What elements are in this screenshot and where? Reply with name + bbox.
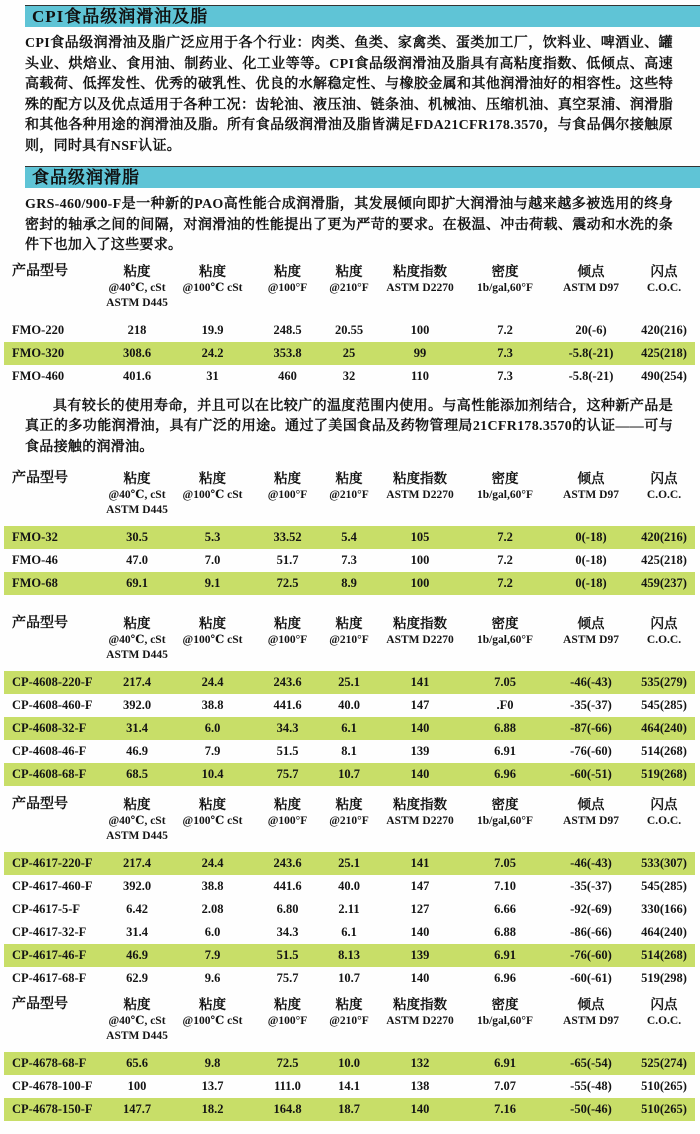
column-header: 粘度 @100℃ cSt bbox=[182, 263, 243, 294]
table-row bbox=[4, 898, 695, 921]
column-header: 倾点 ASTM D97 bbox=[563, 797, 619, 827]
section-title-oils-text: CPI食品级润滑油及脂 bbox=[32, 7, 209, 26]
value-cell: 7.05 bbox=[494, 856, 516, 870]
value-cell: 510(265) bbox=[641, 1079, 687, 1093]
spec-table-cp-4617 bbox=[4, 796, 695, 990]
value-cell: 33.52 bbox=[273, 530, 302, 544]
value-cell: 7.2 bbox=[497, 322, 513, 337]
value-cell: -5.8(-21) bbox=[568, 368, 614, 383]
value-cell: 6.96 bbox=[494, 767, 516, 781]
value-cell: 243.6 bbox=[273, 856, 302, 870]
column-header: 粘度 @40℃, cSt ASTM D445 bbox=[106, 616, 168, 661]
spec-table-cp-4678 bbox=[4, 996, 695, 1121]
value-cell: 6.91 bbox=[494, 948, 516, 962]
value-cell: 545(285) bbox=[641, 698, 687, 712]
value-cell: 2.11 bbox=[338, 902, 360, 916]
value-cell: 141 bbox=[410, 856, 430, 870]
value-cell: 40.0 bbox=[338, 698, 360, 712]
value-cell: 5.4 bbox=[341, 530, 357, 544]
table-row bbox=[4, 549, 695, 572]
column-header: 倾点 ASTM D97 bbox=[563, 471, 619, 501]
value-cell: 6.88 bbox=[494, 925, 516, 939]
product-model-cell: CP-4608-46-F bbox=[12, 744, 87, 758]
value-cell: 24.4 bbox=[201, 675, 224, 689]
column-header: 倾点 ASTM D97 bbox=[563, 616, 619, 646]
value-cell: 401.6 bbox=[122, 368, 152, 383]
value-cell: -65(-54) bbox=[570, 1056, 612, 1070]
value-cell: 533(307) bbox=[641, 856, 687, 870]
product-model-cell: CP-4608-68-F bbox=[12, 767, 87, 781]
value-cell: 105 bbox=[410, 530, 430, 544]
column-header: 粘度 @100℃ cSt bbox=[182, 997, 243, 1027]
value-cell: 8.1 bbox=[341, 744, 357, 758]
value-cell: 127 bbox=[410, 902, 430, 916]
value-cell: 248.5 bbox=[273, 322, 302, 337]
value-cell: 0(-18) bbox=[575, 530, 607, 544]
value-cell: 353.8 bbox=[273, 345, 302, 360]
product-model-cell: CP-4617-5-F bbox=[12, 902, 81, 916]
value-cell: 7.9 bbox=[204, 948, 221, 962]
column-header: 闪点 C.O.C. bbox=[646, 263, 682, 294]
value-cell: 99 bbox=[413, 345, 427, 360]
column-header: 倾点 ASTM D97 bbox=[563, 263, 619, 294]
column-header: 粘度 @40℃, cSt ASTM D445 bbox=[106, 797, 168, 842]
column-header: 粘度指数 ASTM D2270 bbox=[386, 263, 454, 294]
value-cell: 6.80 bbox=[276, 902, 299, 916]
value-cell: 9.8 bbox=[204, 1056, 221, 1070]
value-cell: -35(-37) bbox=[570, 879, 612, 893]
value-cell: 34.3 bbox=[276, 925, 299, 939]
table-row bbox=[4, 342, 695, 365]
value-cell: 330(166) bbox=[641, 902, 687, 916]
value-cell: 9.1 bbox=[204, 576, 221, 590]
column-header: 闪点 C.O.C. bbox=[646, 616, 682, 646]
value-cell: 7.9 bbox=[204, 744, 221, 758]
value-cell: 141 bbox=[410, 675, 430, 689]
value-cell: 100 bbox=[410, 553, 430, 567]
value-cell: 20(-6) bbox=[575, 322, 607, 337]
value-cell: 218 bbox=[127, 322, 147, 337]
value-cell: -60(-51) bbox=[570, 767, 612, 781]
value-cell: 392.0 bbox=[122, 698, 152, 712]
value-cell: 464(240) bbox=[641, 721, 687, 735]
value-cell: 514(268) bbox=[641, 744, 687, 758]
value-cell: 132 bbox=[410, 1056, 430, 1070]
table-header-row bbox=[4, 615, 695, 663]
table-row bbox=[4, 921, 695, 944]
product-model-cell: CP-4608-32-F bbox=[12, 721, 87, 735]
column-header: 粘度 @100°F bbox=[267, 263, 308, 294]
value-cell: 24.4 bbox=[201, 856, 224, 870]
value-cell: 68.5 bbox=[126, 767, 148, 781]
value-cell: 519(298) bbox=[641, 971, 687, 985]
value-cell: 8.13 bbox=[338, 948, 360, 962]
column-header: 粘度 @210°F bbox=[329, 263, 369, 294]
value-cell: 490(254) bbox=[641, 368, 687, 383]
value-cell: 7.10 bbox=[494, 879, 516, 893]
value-cell: 425(218) bbox=[641, 345, 687, 360]
value-cell: -92(-69) bbox=[570, 902, 612, 916]
column-header: 粘度指数 ASTM D2270 bbox=[386, 797, 454, 827]
table-header-row bbox=[4, 996, 695, 1044]
value-cell: 535(279) bbox=[641, 675, 687, 689]
column-header-product: 产品型号 bbox=[12, 616, 68, 631]
value-cell: 10.0 bbox=[338, 1056, 360, 1070]
table-row bbox=[4, 740, 695, 763]
value-cell: -5.8(-21) bbox=[568, 345, 614, 360]
value-cell: 147 bbox=[410, 879, 430, 893]
value-cell: 65.6 bbox=[126, 1056, 148, 1070]
value-cell: 6.88 bbox=[494, 721, 516, 735]
spec-table-cp-4608 bbox=[4, 615, 695, 786]
column-header: 闪点 C.O.C. bbox=[646, 471, 682, 501]
value-cell: 7.3 bbox=[497, 368, 513, 383]
product-model-cell: FMO-220 bbox=[12, 322, 65, 337]
product-model-cell: CP-4617-220-F bbox=[12, 856, 93, 870]
value-cell: 139 bbox=[410, 948, 430, 962]
value-cell: 425(218) bbox=[641, 553, 687, 567]
column-header: 粘度 @210°F bbox=[329, 616, 369, 646]
value-cell: 525(274) bbox=[641, 1056, 687, 1070]
table-row bbox=[4, 1052, 695, 1075]
value-cell: 72.5 bbox=[276, 1056, 299, 1070]
table-row bbox=[4, 717, 695, 740]
value-cell: 31 bbox=[206, 368, 219, 383]
value-cell: 25.1 bbox=[338, 675, 360, 689]
value-cell: 2.08 bbox=[201, 902, 224, 916]
value-cell: 6.0 bbox=[204, 925, 221, 939]
table-row bbox=[4, 572, 695, 595]
value-cell: 7.05 bbox=[494, 675, 516, 689]
column-header: 粘度 @100℃ cSt bbox=[182, 616, 243, 646]
value-cell: 40.0 bbox=[338, 879, 360, 893]
grease-intro-paragraph: GRS-460/900-F是一种新的PAO高性能合成润滑脂，其发展倾向即扩大润滑油与越来越多被选用的终身密封的轴承之间的间隔，对润滑油的性能提出了更为严苛的要求。在极温、冲击荷载、震动和水洗的条件下也加入了这些要求。 bbox=[25, 197, 673, 253]
column-header: 倾点 ASTM D97 bbox=[563, 997, 619, 1027]
value-cell: 100 bbox=[410, 576, 430, 590]
value-cell: 8.9 bbox=[341, 576, 357, 590]
value-cell: 38.8 bbox=[201, 698, 224, 712]
product-model-cell: CP-4608-220-F bbox=[12, 675, 93, 689]
section-title-oils bbox=[25, 5, 700, 27]
value-cell: 47.0 bbox=[126, 553, 148, 567]
product-model-cell: CP-4678-68-F bbox=[12, 1056, 87, 1070]
column-header: 密度 1b/gal,60°F bbox=[476, 263, 534, 294]
value-cell: 100 bbox=[127, 1079, 147, 1093]
value-cell: 164.8 bbox=[273, 1102, 302, 1116]
column-header: 粘度指数 ASTM D2270 bbox=[386, 471, 454, 501]
value-cell: 72.5 bbox=[276, 576, 299, 590]
value-cell: 31.4 bbox=[126, 925, 148, 939]
value-cell: 420(216) bbox=[641, 322, 687, 337]
value-cell: 24.2 bbox=[201, 345, 224, 360]
column-header: 粘度 @210°F bbox=[329, 797, 369, 827]
value-cell: 459(237) bbox=[641, 576, 687, 590]
value-cell: 0(-18) bbox=[575, 553, 607, 567]
value-cell: .F0 bbox=[496, 698, 514, 712]
value-cell: 46.9 bbox=[126, 948, 148, 962]
value-cell: -76(-60) bbox=[570, 948, 612, 962]
value-cell: 6.96 bbox=[494, 971, 516, 985]
column-header: 闪点 C.O.C. bbox=[646, 997, 682, 1027]
product-model-cell: CP-4678-100-F bbox=[12, 1079, 93, 1093]
table-row bbox=[4, 526, 695, 549]
value-cell: 6.1 bbox=[341, 925, 357, 939]
value-cell: 441.6 bbox=[273, 698, 302, 712]
value-cell: 51.5 bbox=[276, 744, 299, 758]
value-cell: 7.0 bbox=[204, 553, 221, 567]
table-row bbox=[4, 852, 695, 875]
product-model-cell: CP-4608-460-F bbox=[12, 698, 93, 712]
value-cell: 75.7 bbox=[276, 767, 299, 781]
value-cell: 140 bbox=[410, 971, 430, 985]
value-cell: 6.91 bbox=[494, 1056, 516, 1070]
value-cell: 6.1 bbox=[341, 721, 357, 735]
value-cell: 138 bbox=[410, 1079, 430, 1093]
value-cell: -50(-46) bbox=[570, 1102, 612, 1116]
table-header-row bbox=[4, 470, 695, 518]
value-cell: 6.0 bbox=[204, 721, 221, 735]
value-cell: 510(265) bbox=[641, 1102, 687, 1116]
value-cell: -76(-60) bbox=[570, 744, 612, 758]
column-header-product: 产品型号 bbox=[12, 471, 68, 486]
value-cell: 62.9 bbox=[126, 971, 148, 985]
value-cell: 217.4 bbox=[122, 856, 152, 870]
value-cell: 10.7 bbox=[338, 767, 360, 781]
value-cell: 51.7 bbox=[276, 553, 299, 567]
value-cell: 7.07 bbox=[494, 1079, 516, 1093]
column-header: 闪点 C.O.C. bbox=[646, 797, 682, 827]
value-cell: 7.2 bbox=[497, 553, 513, 567]
table-header-row bbox=[4, 796, 695, 844]
column-header: 密度 1b/gal,60°F bbox=[476, 471, 534, 501]
column-header: 粘度 @100°F bbox=[267, 797, 308, 827]
value-cell: 243.6 bbox=[273, 675, 302, 689]
table-row bbox=[4, 763, 695, 786]
value-cell: 100 bbox=[410, 322, 430, 337]
value-cell: 10.7 bbox=[338, 971, 360, 985]
value-cell: -87(-66) bbox=[570, 721, 612, 735]
value-cell: 6.66 bbox=[494, 902, 516, 916]
section-title-grease-text: 食品级润滑脂 bbox=[32, 168, 140, 187]
table-header-row bbox=[4, 263, 695, 311]
table-row bbox=[4, 694, 695, 717]
column-header: 密度 1b/gal,60°F bbox=[476, 616, 534, 646]
table-row bbox=[4, 319, 695, 342]
column-header: 粘度 @100°F bbox=[267, 471, 308, 501]
value-cell: 14.1 bbox=[338, 1079, 360, 1093]
product-model-cell: FMO-32 bbox=[12, 530, 58, 544]
value-cell: -86(-66) bbox=[570, 925, 612, 939]
table-row bbox=[4, 671, 695, 694]
value-cell: 46.9 bbox=[126, 744, 148, 758]
oils-intro-paragraph: CPI食品级润滑油及脂广泛应用于各个行业：肉类、鱼类、家禽类、蛋类加工厂，饮料业、啤酒业、罐头业、烘焙业、食用油、制药业、化工业等等。CPI食品级润滑油及脂具有高粘度指数、低倾点、高速高载荷、低挥发性、优秀的破乳性、优良的水解稳定性、与橡胶金属和其他润滑油好的相容性。这些特殊的配方以及优点适用于各种工况：齿轮油、液压油、链条油、机械油、压缩机油、真空泵浦、润滑脂和其他各种用途的润滑油及脂。所有食品级润滑油及脂皆满足FDA21CFR178.3570，与食品偶尔接触原则，同时具有NSF认证。 bbox=[25, 36, 673, 154]
value-cell: 140 bbox=[410, 925, 430, 939]
value-cell: 139 bbox=[410, 744, 430, 758]
value-cell: 147.7 bbox=[122, 1102, 152, 1116]
value-cell: 10.4 bbox=[201, 767, 224, 781]
value-cell: 0(-18) bbox=[575, 576, 607, 590]
value-cell: 25 bbox=[342, 345, 356, 360]
value-cell: 31.4 bbox=[126, 721, 148, 735]
value-cell: 147 bbox=[410, 698, 430, 712]
value-cell: 110 bbox=[410, 368, 430, 383]
value-cell: -46(-43) bbox=[570, 856, 612, 870]
value-cell: 51.5 bbox=[276, 948, 299, 962]
product-model-cell: FMO-46 bbox=[12, 553, 58, 567]
value-cell: 441.6 bbox=[273, 879, 302, 893]
value-cell: 7.2 bbox=[497, 576, 513, 590]
value-cell: 140 bbox=[410, 721, 430, 735]
value-cell: 19.9 bbox=[201, 322, 224, 337]
value-cell: 140 bbox=[410, 1102, 430, 1116]
value-cell: 9.6 bbox=[204, 971, 221, 985]
column-header: 粘度 @40℃, cSt ASTM D445 bbox=[106, 997, 168, 1042]
value-cell: 5.3 bbox=[204, 530, 221, 544]
product-model-cell: CP-4617-68-F bbox=[12, 971, 87, 985]
value-cell: 75.7 bbox=[276, 971, 299, 985]
column-header: 粘度 @100°F bbox=[267, 616, 308, 646]
column-header-product: 产品型号 bbox=[12, 997, 68, 1012]
column-header: 粘度指数 ASTM D2270 bbox=[386, 616, 454, 646]
value-cell: 420(216) bbox=[641, 530, 687, 544]
table-row bbox=[4, 875, 695, 898]
value-cell: -35(-37) bbox=[570, 698, 612, 712]
column-header: 粘度 @40℃, cSt ASTM D445 bbox=[106, 471, 168, 516]
value-cell: 308.6 bbox=[122, 345, 152, 360]
value-cell: 460 bbox=[278, 368, 297, 383]
table-row bbox=[4, 1075, 695, 1098]
value-cell: -55(-48) bbox=[570, 1079, 612, 1093]
value-cell: 545(285) bbox=[641, 879, 687, 893]
value-cell: 6.91 bbox=[494, 744, 516, 758]
product-model-cell: CP-4617-46-F bbox=[12, 948, 87, 962]
value-cell: 25.1 bbox=[338, 856, 360, 870]
value-cell: 69.1 bbox=[126, 576, 148, 590]
product-model-cell: CP-4617-32-F bbox=[12, 925, 87, 939]
value-cell: 140 bbox=[410, 767, 430, 781]
column-header-product: 产品型号 bbox=[12, 797, 68, 812]
value-cell: 7.16 bbox=[494, 1102, 516, 1116]
column-header: 密度 1b/gal,60°F bbox=[476, 797, 534, 827]
product-model-cell: CP-4678-150-F bbox=[12, 1102, 93, 1116]
value-cell: 217.4 bbox=[122, 675, 152, 689]
column-header: 粘度 @100℃ cSt bbox=[182, 471, 243, 501]
value-cell: 7.3 bbox=[497, 345, 513, 360]
mid-note-paragraph: 具有较长的使用寿命，并且可以在比较广的温度范围内使用。与高性能添加剂结合，这种新产品是真正的多功能润滑油，具有广泛的用途。通过了美国食品及药物管理局21CFR178.3570的认证——可与食品接触的润滑油。 bbox=[25, 398, 673, 455]
value-cell: 38.8 bbox=[201, 879, 224, 893]
value-cell: 18.7 bbox=[338, 1102, 360, 1116]
value-cell: -60(-61) bbox=[570, 971, 612, 985]
product-model-cell: FMO-68 bbox=[12, 576, 58, 590]
column-header: 密度 1b/gal,60°F bbox=[476, 997, 534, 1027]
product-model-cell: FMO-460 bbox=[12, 368, 65, 383]
product-model-cell: CP-4617-460-F bbox=[12, 879, 93, 893]
value-cell: 6.42 bbox=[126, 902, 148, 916]
section-title-grease bbox=[25, 166, 700, 188]
value-cell: 392.0 bbox=[122, 879, 152, 893]
product-model-cell: FMO-320 bbox=[12, 345, 65, 360]
value-cell: 13.7 bbox=[201, 1079, 224, 1093]
spec-table-fmo-heavy bbox=[4, 263, 695, 388]
table-row bbox=[4, 967, 695, 990]
value-cell: 7.3 bbox=[341, 553, 357, 567]
column-header: 粘度 @100℃ cSt bbox=[182, 797, 243, 827]
column-header-product: 产品型号 bbox=[12, 263, 68, 279]
value-cell: 519(268) bbox=[641, 767, 687, 781]
table-row bbox=[4, 944, 695, 967]
column-header: 粘度 @100°F bbox=[267, 997, 308, 1027]
column-header: 粘度指数 ASTM D2270 bbox=[386, 997, 454, 1027]
value-cell: 111.0 bbox=[274, 1079, 301, 1093]
value-cell: 30.5 bbox=[126, 530, 148, 544]
value-cell: 7.2 bbox=[497, 530, 513, 544]
column-header: 粘度 @40℃, cSt ASTM D445 bbox=[106, 263, 168, 309]
value-cell: 20.55 bbox=[334, 322, 364, 337]
table-row bbox=[4, 1098, 695, 1121]
value-cell: 34.3 bbox=[276, 721, 299, 735]
column-header: 粘度 @210°F bbox=[329, 471, 369, 501]
value-cell: 18.2 bbox=[201, 1102, 224, 1116]
table-row bbox=[4, 365, 695, 388]
value-cell: 32 bbox=[342, 368, 356, 383]
column-header: 粘度 @210°F bbox=[329, 997, 369, 1027]
value-cell: 464(240) bbox=[641, 925, 687, 939]
value-cell: -46(-43) bbox=[570, 675, 612, 689]
value-cell: 514(268) bbox=[641, 948, 687, 962]
spec-table-fmo-light bbox=[4, 470, 695, 595]
